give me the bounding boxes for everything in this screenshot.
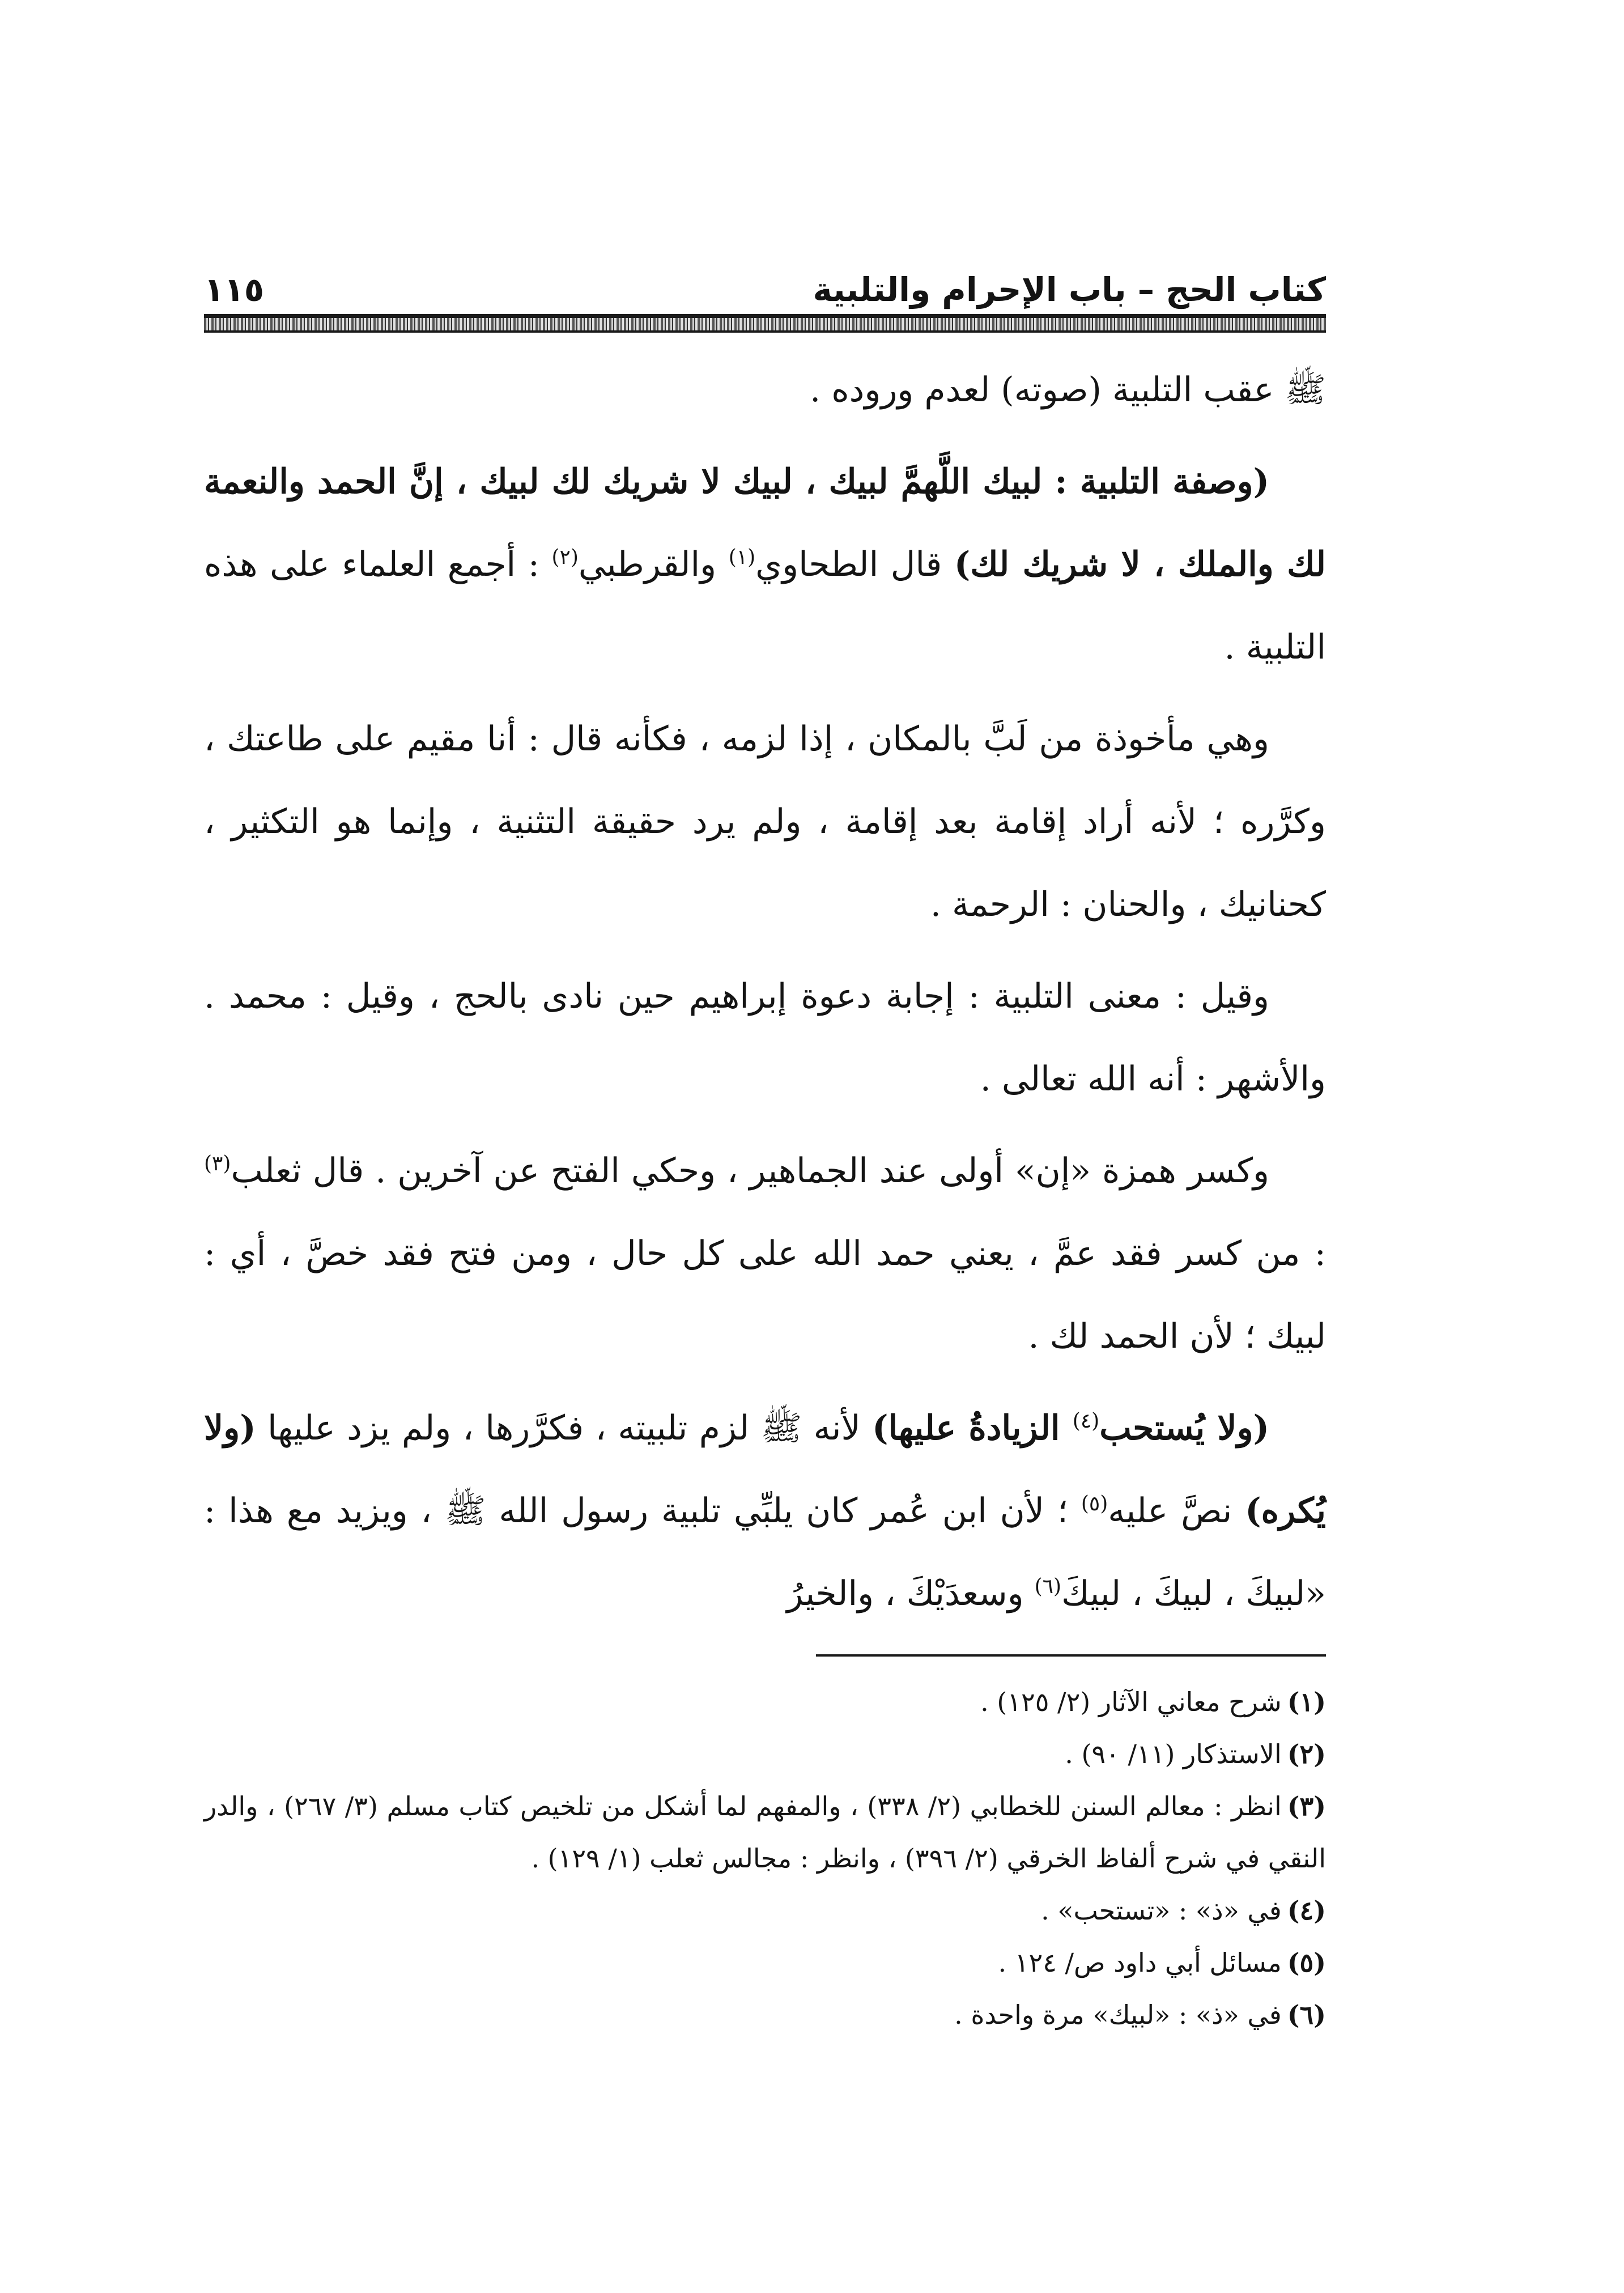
paragraph-text: ﷺ عقب التلبية (صوته) لعدم وروده . [810,370,1326,410]
paragraph-text: لأنه ﷺ لزم تلبيته ، فكرَّرها ، ولم يزد عليها [256,1408,873,1448]
paragraph-text: وكسر همزة «إن» أولى عند الجماهير ، وحكي الفتح عن آخرين . قال ثعلب [231,1151,1269,1191]
footnote-ref[interactable]: (٣) [204,1152,231,1175]
matn-text: (ولا يُستحب [1099,1408,1269,1448]
footnotes [204,1676,1326,2041]
footnote [204,1780,1326,1884]
paragraph-text: ؛ لأن ابن عُمر كان يلبِّي تلبية رسول الله ﷺ ، ويزيد مع هذا : «لبيكَ ، لبيكَ ، لبيكَ [204,1491,1326,1613]
footnote-ref[interactable]: (٤) [1072,1409,1100,1433]
footnote-number: (١) [1287,1687,1326,1717]
footnote-text: في «ذ» : «تستحب» . [1041,1895,1282,1926]
footnote-number: (٥) [1287,1947,1326,1978]
footnote [204,1728,1326,1780]
matn-text: (وصفة التلبية : لبيك اللَّهمَّ لبيك ، لبيك لا شريك لك لبيك ، إنَّ الحمد والنعمة لك والملك ، لا شريك لك) [204,462,1326,584]
paragraph [204,698,1326,946]
footnote [204,1937,1326,1989]
footnote-text: الاستذكار (١١/ ٩٠) . [1065,1739,1282,1769]
footnote-separator [816,1654,1326,1657]
paragraph-text: وقيل : معنى التلبية : إجابة دعوة إبراهيم حين نادى بالحج ، وقيل : محمد . والأشهر : أنه الله تعالى . [204,976,1326,1099]
footnote-ref[interactable]: (٥) [1081,1492,1108,1515]
paragraph [204,1387,1326,1635]
footnote-ref[interactable]: (٢) [551,546,579,569]
paragraph [204,440,1326,689]
footnote-ref[interactable]: (٦) [1034,1575,1062,1598]
footnote [204,1989,1326,2041]
page-header [204,238,1326,314]
footnote [204,1676,1326,1728]
paragraph-text: نصَّ عليه [1108,1491,1245,1531]
main-text [204,349,1326,1635]
paragraph-text: : من كسر فقد عمَّ ، يعني حمد الله على كل حال ، ومن فتح فقد خصَّ ، أي : لبيك ؛ لأن الحمد لك . [204,1234,1326,1356]
paragraph-text: وهي مأخوذة من لَبَّ بالمكان ، إذا لزمه ، فكأنه قال : أنا مقيم على طاعتك ، وكرَّره ؛ لأنه أراد إقامة بعد إقامة ، ولم يرد حقيقة التثنية ، وإنما هو التكثير ، كحنانيك ، والحنان : الرحمة . [204,719,1326,924]
paragraph [204,349,1326,431]
page-number: ١١٥ [204,270,265,309]
paragraph [204,1129,1326,1378]
footnote-number: (٣) [1287,1791,1327,1821]
paragraph-text: قال الطحاوي [755,545,954,584]
book-page [204,238,1326,2165]
paragraph-text: : أجمع العلماء على هذه التلبية . [204,545,1326,667]
matn-text: (ولا يُكره) [204,1408,1326,1531]
footnote-text: مسائل أبي داود ص/ ١٢٤ . [998,1947,1282,1978]
paragraph-text: وسعدَيْكَ ، والخيرُ [787,1574,1035,1613]
footnote-number: (٦) [1287,1999,1326,2030]
matn-text: الزيادةُ عليها) [872,1408,1073,1448]
footnote-ref[interactable]: (١) [728,546,756,569]
paragraph [204,955,1326,1120]
paragraph-text: والقرطبي [578,545,729,584]
footnote-text: شرح معاني الآثار (٢/ ١٢٥) . [980,1687,1282,1717]
footnote [204,1884,1326,1937]
footnote-text: انظر : معالم السنن للخطابي (٢/ ٣٣٨) ، والمفهم لما أشكل من تلخيص كتاب مسلم (٣/ ٢٦٧) ، والدر النقي في شرح ألفاظ الخرقي (٢/ ٣٩٦) ، وانظر : مجالس ثعلب (١/ ١٢٩) . [204,1791,1326,1874]
footnote-text: في «ذ» : «لبيك» مرة واحدة . [954,1999,1282,2030]
footnote-number: (٤) [1287,1895,1326,1926]
header-rule [204,314,1326,333]
footnote-number: (٢) [1287,1739,1326,1769]
running-title: كتاب الحج – باب الإحرام والتلبية [813,270,1326,309]
